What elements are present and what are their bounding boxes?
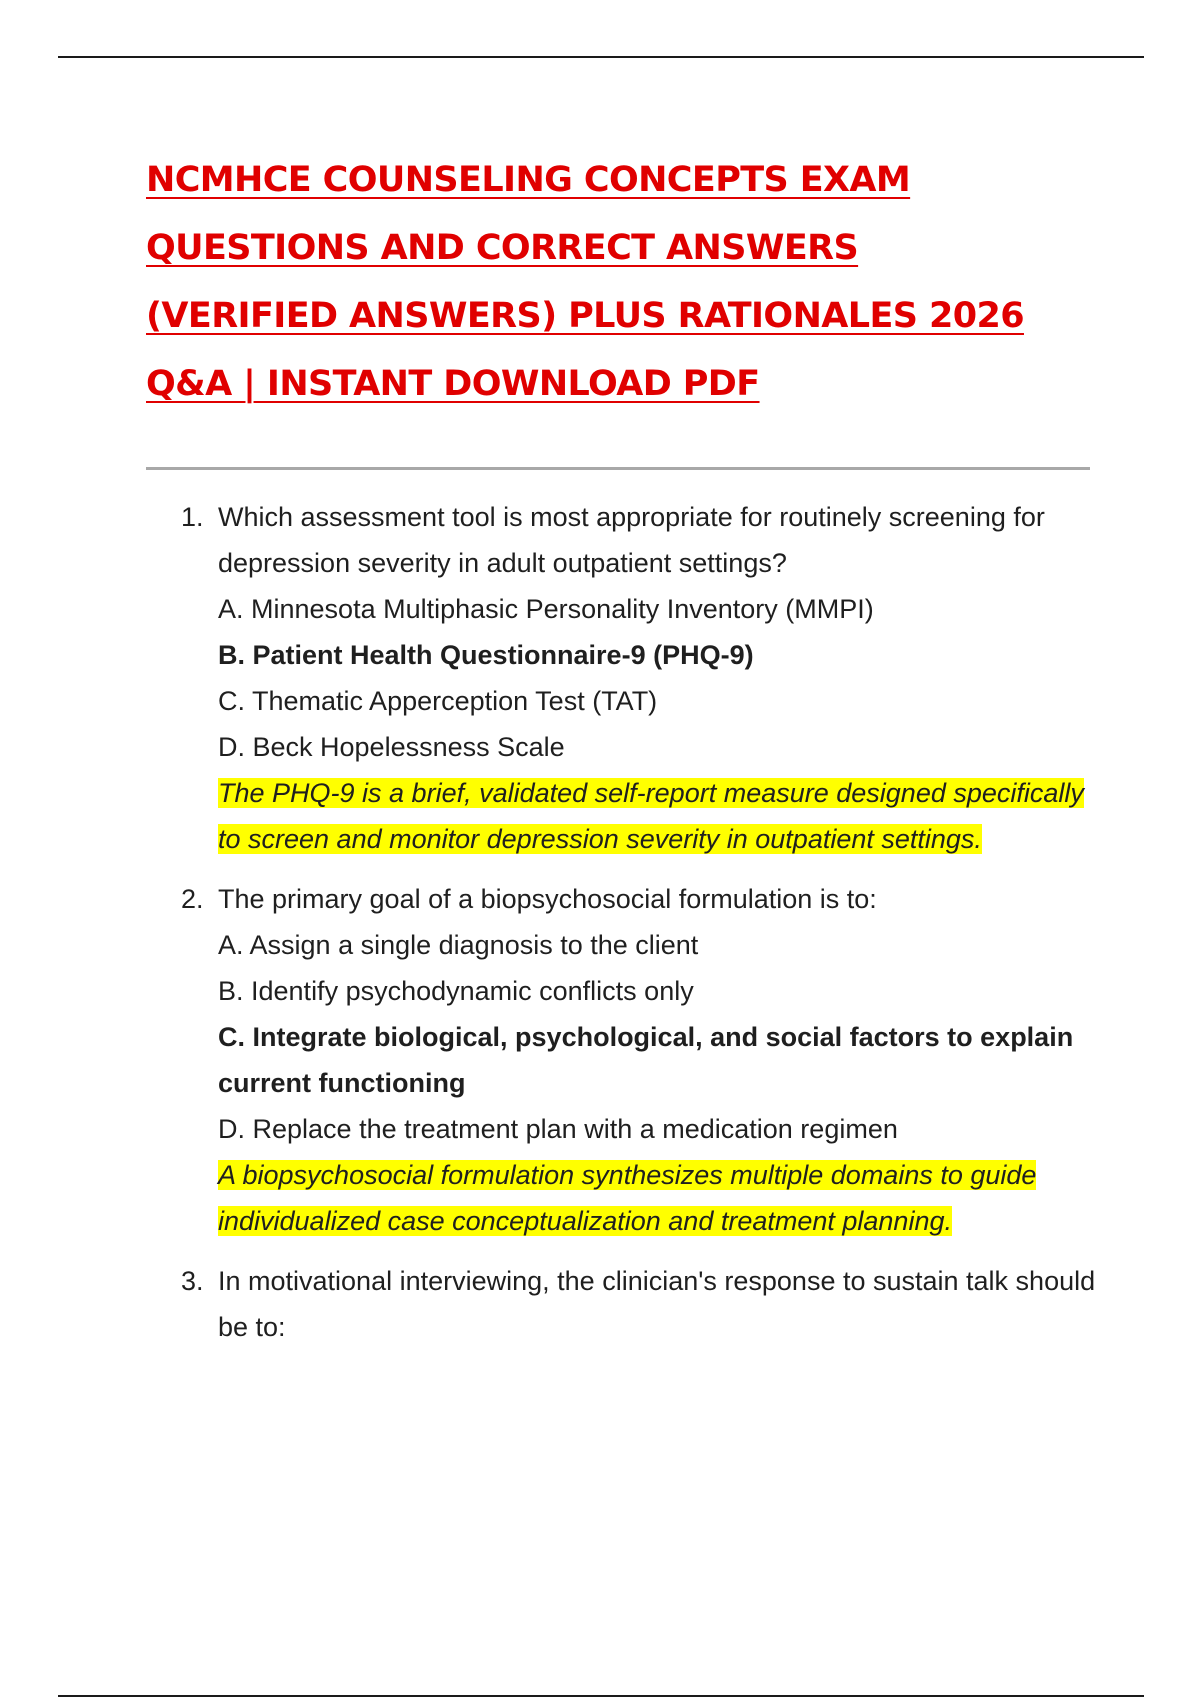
title-line: NCMHCE COUNSELING CONCEPTS EXAM <box>146 160 911 200</box>
question-number: 3. <box>181 1266 204 1296</box>
question-3 <box>146 1258 1096 1350</box>
answer-option-d: D. Replace the treatment plan with a medication regimen <box>218 1114 898 1144</box>
header-rule <box>58 56 1144 58</box>
answer-option-c: C. Thematic Apperception Test (TAT) <box>218 686 658 716</box>
title-line: Q&A | INSTANT DOWNLOAD PDF <box>146 364 760 404</box>
footer-rule <box>58 1695 1144 1697</box>
question-number: 1. <box>181 502 204 532</box>
answer-option-b: B. Identify psychodynamic conflicts only <box>218 976 694 1006</box>
question-text: The primary goal of a biopsychosocial formulation is to: <box>218 884 877 914</box>
question-text: In motivational interviewing, the clinician's response to sustain talk should be to: <box>218 1266 1096 1342</box>
question-2 <box>146 876 1096 1244</box>
question-list <box>146 494 1096 1364</box>
answer-rationale: The PHQ-9 is a brief, validated self-report measure designed specifically to screen and monitor depression severity in outpatient settings. <box>218 778 1084 854</box>
answer-rationale: A biopsychosocial formulation synthesizes multiple domains to guide individualized case conceptualization and treatment planning. <box>218 1160 1037 1236</box>
question-number: 2. <box>181 884 204 914</box>
question-text: Which assessment tool is most appropriate for routinely screening for depression severity in adult outpatient settings? <box>218 502 1045 578</box>
title-divider <box>146 467 1090 470</box>
answer-option-b-correct: B. Patient Health Questionnaire-9 (PHQ-9) <box>218 640 754 670</box>
answer-option-c-correct: C. Integrate biological, psychological, and social factors to explain current functioning <box>218 1022 1074 1098</box>
answer-option-a: A. Assign a single diagnosis to the client <box>218 930 699 960</box>
title-line: QUESTIONS AND CORRECT ANSWERS <box>146 228 859 268</box>
answer-option-a: A. Minnesota Multiphasic Personality Inventory (MMPI) <box>218 594 874 624</box>
title-line: (VERIFIED ANSWERS) PLUS RATIONALES 2026 <box>146 296 1024 336</box>
question-1 <box>146 494 1096 862</box>
document-title <box>146 146 1096 418</box>
answer-option-d: D. Beck Hopelessness Scale <box>218 732 565 762</box>
